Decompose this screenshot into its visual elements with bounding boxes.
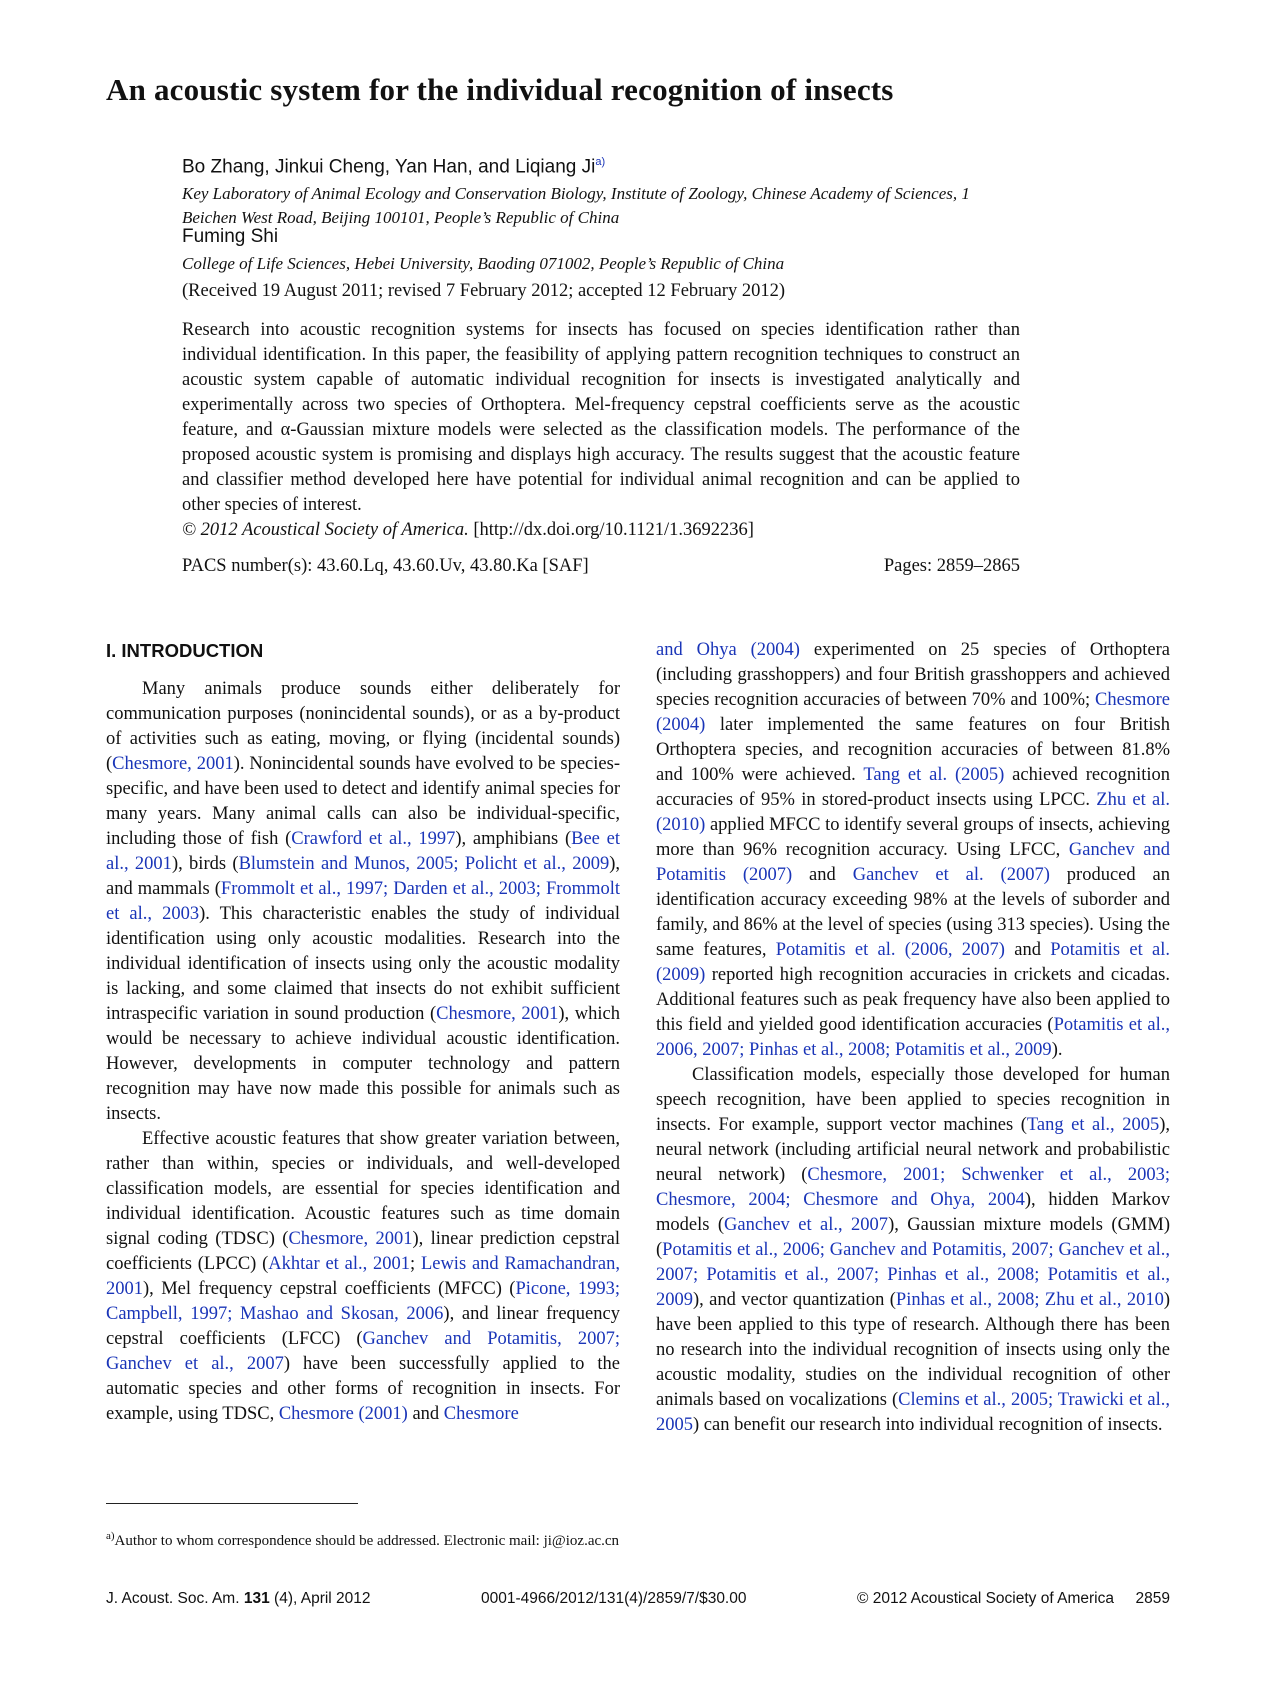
body-text: Classification models, especially those developed for human speech recognition, have been applied to species recognition in insects. For example, support vector machines ( xyxy=(656,1065,1170,1135)
citation-link[interactable]: Frommolt et al., 1997; Darden et al., 2003; Frommolt et al., 2003 xyxy=(106,879,620,924)
footnote-mark: a) xyxy=(106,1530,115,1542)
section-heading: I. INTRODUCTION xyxy=(106,640,264,661)
body-text: ), and mammals ( xyxy=(106,854,620,899)
body-text: ), and vector quantization ( xyxy=(693,1290,896,1310)
body-text: ), amphibians ( xyxy=(455,829,572,849)
body-text: ), and linear frequency cepstral coefficients (LFCC) ( xyxy=(106,1304,620,1349)
body-text: ), Mel frequency cepstral coefficients (MFCC) ( xyxy=(143,1279,516,1299)
abstract-copyright: © 2012 Acoustical Society of America. xyxy=(182,520,469,540)
footnote xyxy=(106,1526,620,1552)
footer-issue: (4), April 2012 xyxy=(274,1590,371,1607)
citation-link[interactable]: Ganchev and Potamitis, 2007; Ganchev et al., 2007 xyxy=(106,1329,620,1374)
body-text: experimented on 25 species of Orthoptera (including grasshoppers) and four British grasshoppers and achieved species recognition accuracies of between 70% and 100%; xyxy=(656,640,1170,710)
citation-link[interactable]: Akhtar et al., 2001 xyxy=(268,1254,410,1274)
citation-link[interactable]: Potamitis et al., 2006, 2007; Pinhas et al., 2008; Potamitis et al., 2009 xyxy=(656,1015,1170,1060)
footer-code: 0001-4966/2012/131(4)/2859/7/$30.00 xyxy=(481,1590,747,1607)
citation-link[interactable]: Pinhas et al., 2008; Zhu et al., 2010 xyxy=(895,1290,1164,1310)
paper-title: An acoustic system for the individual recognition of insects xyxy=(106,72,894,107)
intro-paragraph-4 xyxy=(656,1063,1170,1438)
body-text: later implemented the same features on four British Orthoptera species, and recognition accuracies of between 81.8% and 100% were achieved. xyxy=(656,715,1170,785)
body-text: achieved recognition accuracies of 95% in stored-product insects using LPCC. xyxy=(656,765,1170,810)
citation-link[interactable]: Chesmore xyxy=(443,1404,519,1424)
author-footnote-link[interactable]: a) xyxy=(595,156,606,168)
body-text: reported high recognition accuracies in crickets and cicadas. Additional features such as peak frequency have also been applied to this field and yielded good identification accuracies ( xyxy=(656,965,1170,1035)
body-text: ), birds ( xyxy=(171,854,239,874)
citation-link[interactable]: Chesmore, 2001 xyxy=(288,1229,413,1249)
intro-paragraph-2 xyxy=(106,1127,620,1427)
citation-link[interactable]: Tang et al. (2005) xyxy=(863,765,1005,785)
body-text: ) have been applied to this type of research. Although there has been no research into the individual recognition of insects using only the acoustic modality, studies on the individual recognition of other animals based on vocalizations ( xyxy=(656,1290,1171,1410)
body-text: ). This characteristic enables the study of individual identification using only acoustic modalities. Research into the individual identification of insects using only the acoustic modality is lacking, and some claimed that insects do not exhibit sufficient intraspecific variation in sound production ( xyxy=(106,904,621,1024)
footer-citation xyxy=(106,1590,371,1608)
author-line-2: Fuming Shi xyxy=(182,226,279,247)
intro-paragraph-1 xyxy=(106,677,620,1127)
citation-link[interactable]: Chesmore, 2001 xyxy=(112,754,234,774)
column-left xyxy=(106,638,620,1427)
citation-link[interactable]: Blumstein and Munos, 2005; Policht et al., 2009 xyxy=(238,854,610,874)
citation-link[interactable]: Lewis and Ramachandran, 2001 xyxy=(106,1254,621,1299)
body-text: ). Nonincidental sounds have evolved to be species-specific, and have been used to detect and identify animal species for many years. Many animal calls can also be individual-specific, including those of fish ( xyxy=(106,754,620,849)
citation-link[interactable]: Crawford et al., 1997 xyxy=(291,829,456,849)
page-footer xyxy=(106,1590,1170,1608)
citation-link[interactable]: Potamitis et al. (2009) xyxy=(656,940,1170,985)
body-text: ) have been successfully applied to the automatic species and other forms of recognition in insects. For example, using TDSC, xyxy=(106,1354,620,1424)
footer-page-number: 2859 xyxy=(1135,1590,1170,1607)
column-right xyxy=(656,638,1170,1438)
pacs-line xyxy=(182,556,1020,577)
body-text: ), hidden Markov models ( xyxy=(656,1190,1170,1235)
citation-link[interactable]: Chesmore, 2001; Schwenker et al., 2003; Chesmore, 2004; Chesmore and Ohya, 2004 xyxy=(656,1165,1170,1210)
citation-link[interactable]: Ganchev et al., 2007 xyxy=(724,1215,889,1235)
body-text: and xyxy=(407,1404,444,1424)
citation-link[interactable]: Ganchev and Potamitis (2007) xyxy=(656,840,1170,885)
body-text: and xyxy=(792,865,853,885)
body-text: ), which would be necessary to achieve individual acoustic identification. However, developments in computer technology and pattern recognition may have now made this possible for animals such as insects. xyxy=(106,1004,620,1124)
pacs-numbers: PACS number(s): 43.60.Lq, 43.60.Uv, 43.80.Ka [SAF] xyxy=(182,556,589,576)
body-text: applied MFCC to identify several groups of insects, achieving more than 96% recognition accuracy. Using LFCC, xyxy=(656,815,1170,860)
page-range: Pages: 2859–2865 xyxy=(883,556,1020,576)
citation-link[interactable]: and Ohya (2004) xyxy=(656,640,800,660)
body-text: Many animals produce sounds either deliberately for communication purposes (nonincidental sounds), or as a by-product of activities such as eating, moving, or flying (incidental sounds) ( xyxy=(106,679,620,774)
abstract xyxy=(182,318,1020,543)
footer-volume: 131 xyxy=(243,1590,270,1607)
citation-link[interactable]: Potamitis et al. (2006, 2007) xyxy=(775,940,1005,960)
citation-link[interactable]: Potamitis et al., 2006; Ganchev and Potamitis, 2007; Ganchev et al., 2007; Potamitis et al., 2007; Pinhas et al., 2008; Potamitis et al., 2009 xyxy=(656,1240,1170,1310)
citation-link[interactable]: Ganchev et al. (2007) xyxy=(852,865,1050,885)
body-text: Effective acoustic features that show greater variation between, rather than within, species or individuals, and well-developed classification models, are essential for species identification and individual identification. Acoustic features such as time domain signal coding (TDSC) ( xyxy=(106,1129,620,1249)
footer-right xyxy=(857,1590,1170,1608)
affiliation-1: Key Laboratory of Animal Ecology and Conservation Biology, Institute of Zoology, Chinese Academy of Sciences, 1 Beichen West Road, Beijing 100101, People’s Republic of China xyxy=(182,184,970,227)
citation-link[interactable]: Tang et al., 2005 xyxy=(1026,1115,1160,1135)
body-text: ). xyxy=(1051,1040,1063,1060)
footer-society: © 2012 Acoustical Society of America xyxy=(856,1590,1114,1607)
citation-link[interactable]: Chesmore, 2001 xyxy=(436,1004,559,1024)
abstract-doi: [http://dx.doi.org/10.1121/1.3692236] xyxy=(473,520,754,540)
body-text: ), Gaussian mixture models (GMM) ( xyxy=(656,1215,1170,1260)
abstract-text: Research into acoustic recognition systems for insects has focused on species identification rather than individual identification. In this paper, the feasibility of applying pattern recognition techniques to construct an acoustic system capable of automatic individual recognition for insects is investigated analytically and experimentally across two species of Orthoptera. Mel-frequency cepstral coefficients serve as the acoustic feature, and α-Gaussian mixture models were selected as the classification models. The performance of the proposed acoustic system is promising and displays high accuracy. The results suggest that the acoustic feature and classifier method developed here have potential for individual animal recognition and can be applied to other species of interest. xyxy=(182,320,1020,515)
body-text: produced an identification accuracy exceeding 98% at the levels of suborder and family, and 86% at the level of species (using 313 species). Using the same features, xyxy=(656,865,1170,960)
footnote-text: Author to whom correspondence should be addressed. Electronic mail: ji@ioz.ac.cn xyxy=(114,1533,620,1549)
body-text: and xyxy=(1004,940,1051,960)
citation-link[interactable]: Chesmore (2001) xyxy=(278,1404,408,1424)
citation-link[interactable]: Picone, 1993; Campbell, 1997; Mashao and Skosan, 2006 xyxy=(106,1279,620,1324)
body-text: ) can benefit our research into individual recognition of insects. xyxy=(693,1415,1163,1435)
body-text: ; xyxy=(410,1254,421,1274)
body-text: ), linear prediction cepstral coefficients (LPCC) ( xyxy=(106,1229,620,1274)
citation-link[interactable]: Chesmore (2004) xyxy=(656,690,1170,735)
citation-link[interactable]: Zhu et al. (2010) xyxy=(656,790,1170,835)
author-line-1 xyxy=(182,156,605,178)
intro-paragraph-3 xyxy=(656,638,1170,1063)
received-dates: (Received 19 August 2011; revised 7 February 2012; accepted 12 February 2012) xyxy=(182,281,785,301)
footnote-rule xyxy=(106,1503,358,1504)
authors-primary: Bo Zhang, Jinkui Cheng, Yan Han, and Liqiang Ji xyxy=(182,156,596,178)
footer-journal: J. Acoust. Soc. Am. xyxy=(106,1590,240,1607)
citation-link[interactable]: Bee et al., 2001 xyxy=(106,829,620,874)
body-text: ), neural network (including artificial neural network and probabilistic neural network) ( xyxy=(656,1115,1170,1185)
citation-link[interactable]: Clemins et al., 2005; Trawicki et al., 2005 xyxy=(656,1390,1170,1435)
affiliation-2: College of Life Sciences, Hebei University, Baoding 071002, People’s Republic of China xyxy=(182,254,785,273)
